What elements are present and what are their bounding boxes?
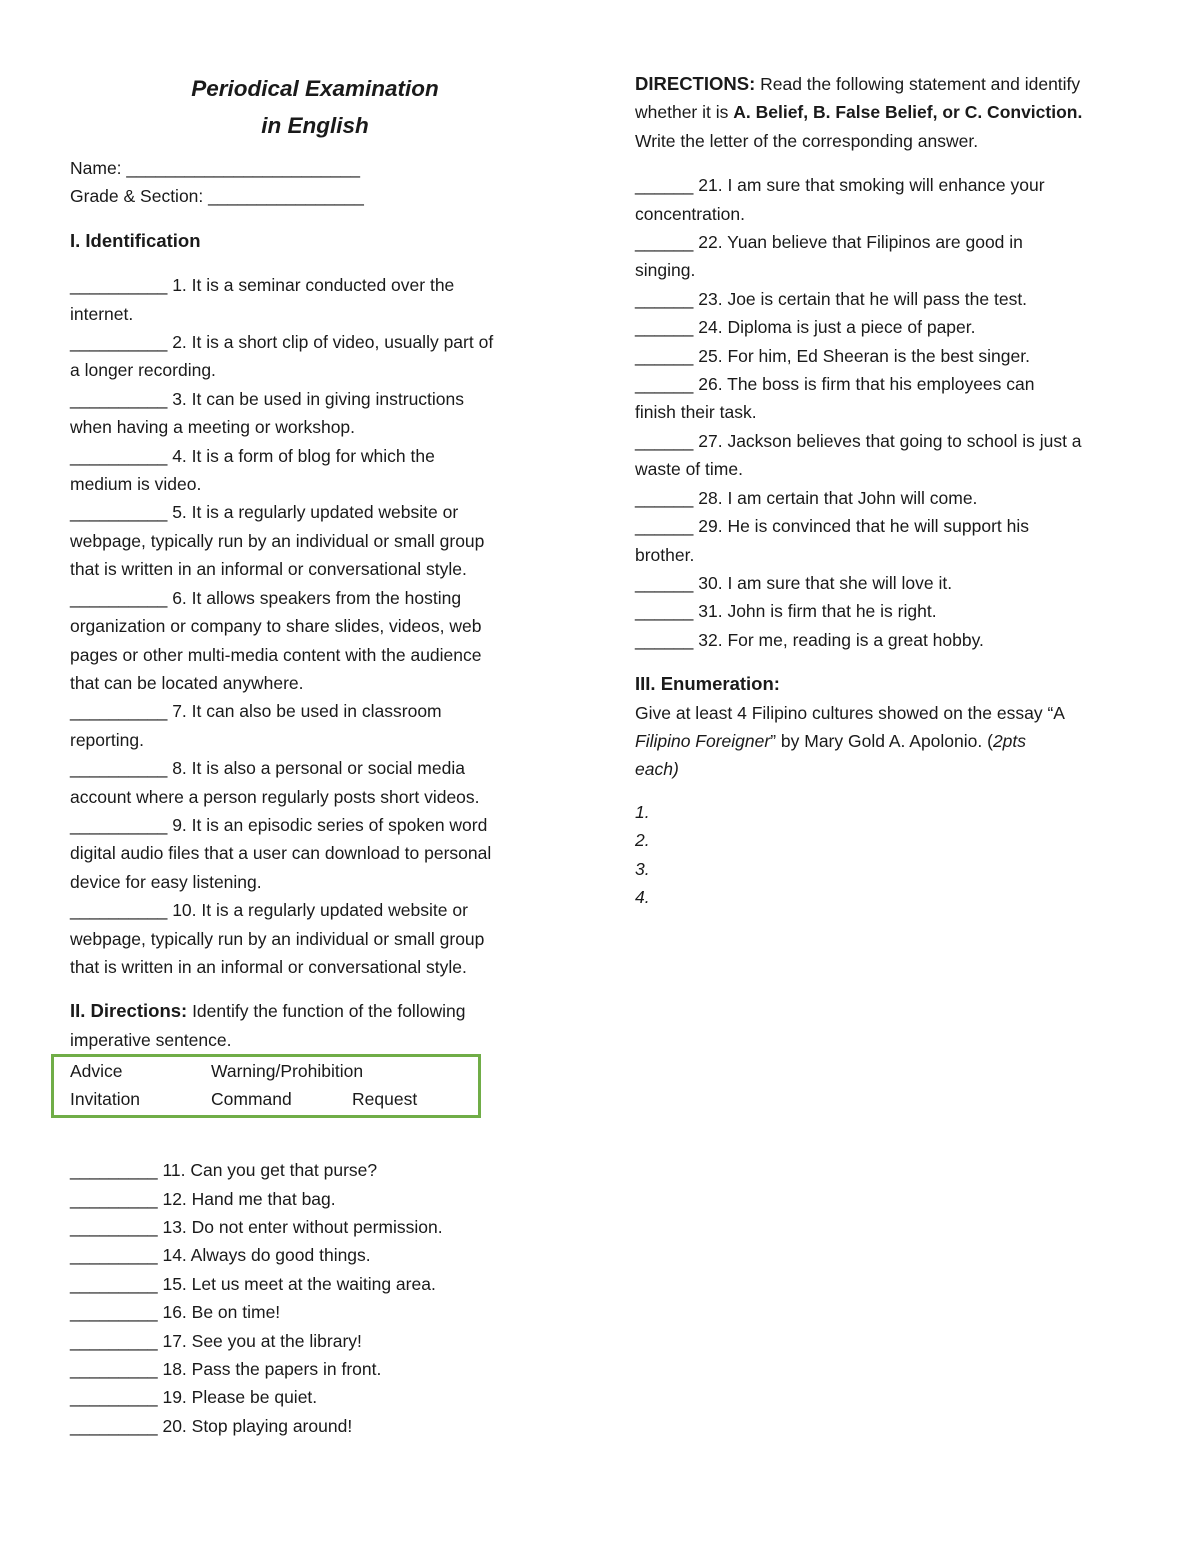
directions-label: DIRECTIONS:: [635, 73, 756, 94]
section-3-intro-2: [635, 727, 1135, 755]
belief-question-line: singing.: [635, 260, 696, 281]
question-item: _________ 15. Let us meet at the waiting area.: [70, 1273, 436, 1294]
belief-question-line: ______ 32. For me, reading is a great hobby.: [635, 629, 984, 650]
belief-question-line: ______ 31. John is firm that he is right.: [635, 601, 937, 622]
question-item: _________ 13. Do not enter without permission.: [70, 1217, 443, 1237]
question-line: when having a meeting or workshop.: [70, 417, 356, 438]
belief-question-line: ______ 27. Jackson believes that going to school is just a: [635, 430, 1082, 451]
question-item: _________ 12. Hand me that bag.: [70, 1188, 336, 1209]
belief-question-line: ______ 29. He is convinced that he will support his: [635, 516, 1029, 537]
question-line: __________ 3. It can be used in giving instructions: [70, 388, 465, 409]
choices-box: [51, 1054, 481, 1118]
question-line: __________ 5. It is a regularly updated website or: [70, 502, 459, 523]
section-2-items: [70, 1156, 570, 1440]
choice-command: Command: [211, 1089, 292, 1110]
question-line: pages or other multi-media content with the audience: [70, 644, 482, 665]
choice-advice: Advice: [70, 1061, 123, 1082]
section-2-heading: [70, 997, 570, 1025]
question-line: __________ 4. It is a form of blog for which the: [70, 445, 435, 466]
enumeration-item[interactable]: 3.: [635, 858, 650, 879]
belief-question-line: brother.: [635, 544, 695, 565]
belief-question-line: ______ 28. I am certain that John will come.: [635, 487, 978, 508]
section-1-heading: I. Identification: [70, 229, 201, 251]
question-item: _________ 20. Stop playing around!: [70, 1415, 353, 1436]
question-item: _________ 14. Always do good things.: [70, 1245, 371, 1266]
choice-invitation: Invitation: [70, 1089, 141, 1110]
directions-line-3: Write the letter of the corresponding answer.: [635, 130, 979, 151]
belief-question-line: ______ 26. The boss is firm that his employees can: [635, 374, 1035, 395]
belief-question-line: concentration.: [635, 203, 745, 224]
grade-section-field[interactable]: Grade & Section: ________________: [70, 186, 364, 207]
enumeration-item[interactable]: 1.: [635, 801, 650, 822]
belief-question-line: ______ 25. For him, Ed Sheeran is the best singer.: [635, 345, 1030, 366]
belief-question-line: ______ 24. Diploma is just a piece of paper.: [635, 317, 976, 338]
question-line: that is written in an informal or conversational style.: [70, 559, 467, 580]
choice-warning: Warning/Prohibition: [211, 1061, 364, 1082]
belief-question-line: finish their task.: [635, 402, 757, 423]
directions-choices: A. Belief, B. False Belief, or C. Conviction.: [733, 102, 1083, 123]
question-line: __________ 6. It allows speakers from the hosting: [70, 587, 462, 608]
belief-question-line: ______ 23. Joe is certain that he will pass the test.: [635, 288, 1028, 309]
question-line: __________ 8. It is also a personal or social media: [70, 758, 465, 779]
question-line: __________ 2. It is a short clip of video, usually part of: [70, 332, 494, 353]
section-3-intro-3: each): [635, 759, 679, 780]
left-column: [70, 70, 570, 1440]
question-line: that can be located anywhere.: [70, 672, 304, 693]
section-2-heading-text: Identify the function of the following: [187, 1001, 466, 1022]
question-item: _________ 19. Please be quiet.: [70, 1387, 318, 1408]
directions-line-2: [635, 98, 1135, 126]
question-line: a longer recording.: [70, 360, 216, 381]
question-line: reporting.: [70, 729, 144, 750]
question-item: _________ 18. Pass the papers in front.: [70, 1359, 382, 1380]
directions-text-1: Read the following statement and identify: [755, 74, 1081, 94]
title-line-1: Periodical Examination: [191, 76, 439, 101]
belief-question-line: ______ 21. I am sure that smoking will enhance your: [635, 175, 1045, 196]
question-line: webpage, typically run by an individual or small group: [70, 530, 485, 551]
essay-author: ” by Mary Gold A. Apolonio. (: [770, 730, 993, 751]
question-item: _________ 16. Be on time!: [70, 1302, 281, 1323]
exam-title: [70, 70, 560, 144]
section-3-heading: III. Enumeration:: [635, 673, 780, 695]
title-line-2: in English: [261, 113, 369, 138]
points-note: 2pts: [992, 730, 1027, 751]
question-line: device for easy listening.: [70, 871, 262, 892]
question-line: __________ 10. It is a regularly updated website or: [70, 900, 468, 921]
question-line: internet.: [70, 303, 134, 324]
directions-line-1: [635, 70, 1135, 98]
name-field[interactable]: Name: ________________________: [70, 158, 360, 178]
section-1-items: [70, 271, 570, 981]
choice-request: Request: [352, 1089, 418, 1110]
enumeration-item[interactable]: 2.: [635, 830, 650, 851]
question-line: account where a person regularly posts short videos.: [70, 786, 480, 807]
enumeration-item[interactable]: 4.: [635, 886, 650, 907]
belief-question-line: ______ 30. I am sure that she will love it.: [635, 572, 953, 593]
enumeration-list: [635, 798, 1135, 912]
section-2-heading-line-2: imperative sentence.: [70, 1029, 232, 1050]
belief-items: [635, 171, 1135, 654]
question-line: webpage, typically run by an individual or small group: [70, 928, 485, 949]
question-line: medium is video.: [70, 474, 202, 495]
section-3-intro-1: Give at least 4 Filipino cultures showed on the essay “A: [635, 702, 1065, 723]
question-line: __________ 1. It is a seminar conducted over the: [70, 275, 455, 296]
question-line: that is written in an informal or conversational style.: [70, 956, 467, 977]
question-line: __________ 7. It can also be used in classroom: [70, 701, 442, 722]
belief-question-line: waste of time.: [635, 459, 743, 480]
question-item: _________ 17. See you at the library!: [70, 1330, 362, 1351]
directions-text-2: whether it is: [635, 102, 734, 123]
section-2-heading-bold: II. Directions:: [70, 1000, 188, 1022]
question-line: __________ 9. It is an episodic series of spoken word: [70, 814, 488, 835]
question-line: organization or company to share slides, videos, web: [70, 616, 482, 637]
belief-question-line: ______ 22. Yuan believe that Filipinos are good in: [635, 232, 1023, 253]
question-line: digital audio files that a user can download to personal: [70, 843, 492, 864]
essay-title: Filipino Foreigner: [635, 730, 771, 751]
question-item: _________ 11. Can you get that purse?: [70, 1160, 378, 1181]
right-column: [635, 70, 1135, 911]
